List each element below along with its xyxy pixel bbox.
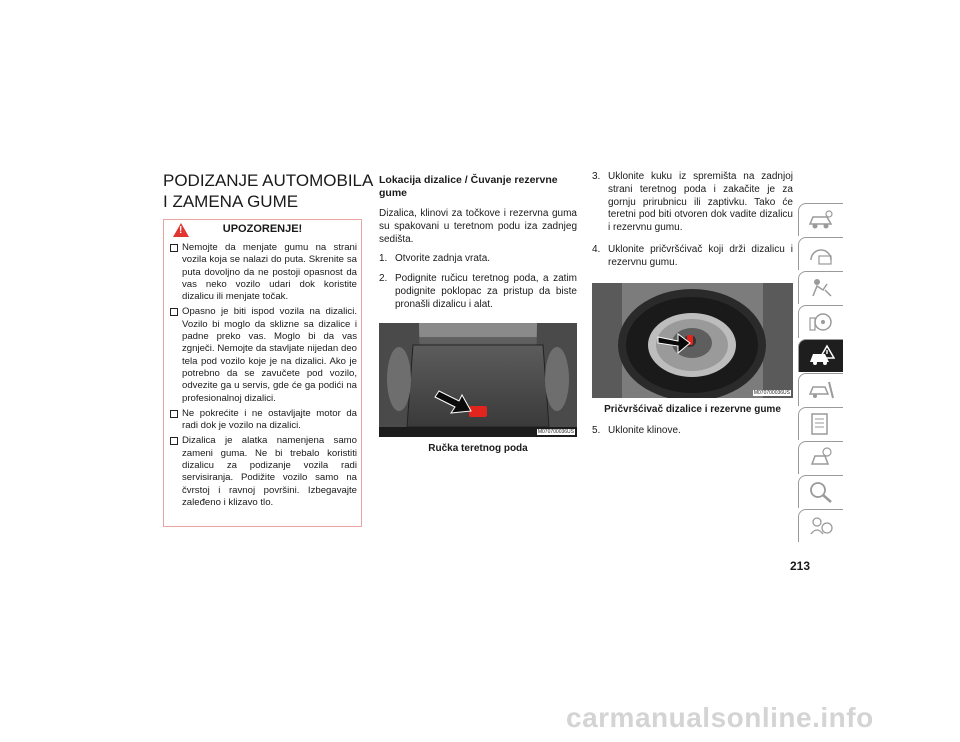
warning-triangle-icon: ! (173, 223, 189, 237)
steps-column (592, 171, 793, 270)
index-search-icon (807, 480, 835, 504)
figure-caption: Ručka teretnog poda (428, 443, 528, 454)
step-number: 4. (592, 243, 601, 255)
step-item (379, 273, 577, 311)
starting-driving-icon (807, 310, 835, 334)
tab-starting-driving[interactable] (798, 305, 843, 338)
warning-box (163, 219, 362, 527)
step-number: 5. (592, 425, 601, 436)
step-text: Uklonite kuku iz spremišta na zadnjoj strani teretnog poda i zakačite je za gornju prirubnicu ili zaptivku. Tako će teretni pod biti otvoren dok vadite dizalicu i rezervnu gumu. (608, 171, 793, 234)
jack-location-column (379, 174, 577, 312)
checkbox-bullet-icon (170, 308, 178, 316)
tab-multimedia[interactable] (798, 509, 843, 542)
step-item (592, 244, 793, 270)
watermark-text: carmanualsonline.info (566, 702, 874, 733)
step-text: Otvorite zadnja vrata. (395, 253, 491, 265)
warning-item (169, 408, 357, 433)
checkbox-bullet-icon (170, 437, 178, 445)
specifications-icon (807, 412, 835, 436)
checkbox-bullet-icon (170, 244, 178, 252)
cargo-floor-photo (379, 323, 577, 437)
warning-item-text: Opasno je biti ispod vozila na dizalici. Vozilo bi moglo da sklizne sa dizalice i padne preko vas. Moglo bi da vas zgnječi. Nemojte da stavljate nijedan deo tela pod vozilo koje je na dizalici. Ako je potrebno da se zavučete pod vozilo, odvezite ga u servis, gde će ga podići na profesionalnoj dizalici. (182, 306, 357, 404)
warning-item (169, 435, 357, 509)
warning-item (169, 242, 357, 303)
dashboard-messages-icon (807, 242, 835, 266)
figure-code: M070700036US (537, 429, 574, 435)
step-text: Podignite ručicu teretnog poda, a zatim podignite poklopac za pristup da biste pronašli dizalicu i alat. (395, 273, 577, 310)
safety-icon (807, 276, 835, 300)
step-item (592, 425, 793, 438)
page-number: 213 (790, 559, 811, 573)
figure-code: M070700036US (753, 390, 790, 396)
tab-in-case-of-emergency[interactable] (798, 339, 843, 372)
tab-customer-assistance[interactable] (798, 441, 843, 474)
intro-paragraph: Dizalica, klinovi za točkove i rezervna guma su spakovani u teretnom podu iza zadnjeg sedišta. (379, 208, 577, 245)
tab-car-info[interactable] (798, 203, 843, 236)
in-case-of-emergency-icon (807, 344, 835, 368)
warning-header (164, 220, 361, 240)
warning-item-text: Nemojte da menjate gumu na strani vozila koja se nalazi do puta. Skrenite sa puta dovoljno da ne postoji opasnost da vas neko vozilo udari dok koristite dizalicu ili menjate točak. (182, 242, 357, 303)
tab-index[interactable] (798, 475, 843, 508)
step-item (379, 253, 577, 266)
checkbox-bullet-icon (170, 410, 178, 418)
tab-specifications[interactable] (798, 407, 843, 440)
section-title: PODIZANJE AUTOMOBILA I ZAMENA GUME (163, 171, 373, 211)
customer-assistance-icon (807, 446, 835, 470)
car-info-icon (807, 208, 835, 232)
figure-caption: Pričvršćivač dizalice i rezervne gume (604, 404, 781, 415)
step-number: 2. (379, 273, 388, 285)
warning-item-text: Ne pokrećite i ne ostavljajte motor da radi dok je vozilo na dizalici. (182, 407, 357, 432)
tab-servicing[interactable] (798, 373, 843, 406)
warning-item-text: Dizalica je alatka namenjena samo zameni guma. Ne bi trebalo koristiti dizalicu za podizanje vozila radi servisiranja. Podižite vozilo samo na čvrstoj i ravnoj površini. Izbegavajte zaleđeno i klizavo tlo. (182, 435, 357, 508)
subsection-heading: Lokacija dizalice / Čuvanje rezervne gume (379, 174, 558, 199)
step-number: 1. (379, 253, 388, 265)
step-text: Uklonite klinove. (608, 425, 681, 436)
tab-dashboard-messages[interactable] (798, 237, 843, 270)
warning-title: UPOZORENJE! (222, 223, 303, 235)
step-text: Uklonite pričvršćivač koji drži dizalicu i rezervnu gumu. (608, 243, 793, 268)
warning-item (169, 306, 357, 404)
tab-safety[interactable] (798, 271, 843, 304)
servicing-icon (807, 378, 835, 402)
step-number: 3. (592, 171, 601, 182)
spare-tire-photo (592, 283, 793, 398)
step-item (592, 171, 793, 235)
warning-list (169, 242, 357, 512)
multimedia-icon (807, 514, 835, 538)
